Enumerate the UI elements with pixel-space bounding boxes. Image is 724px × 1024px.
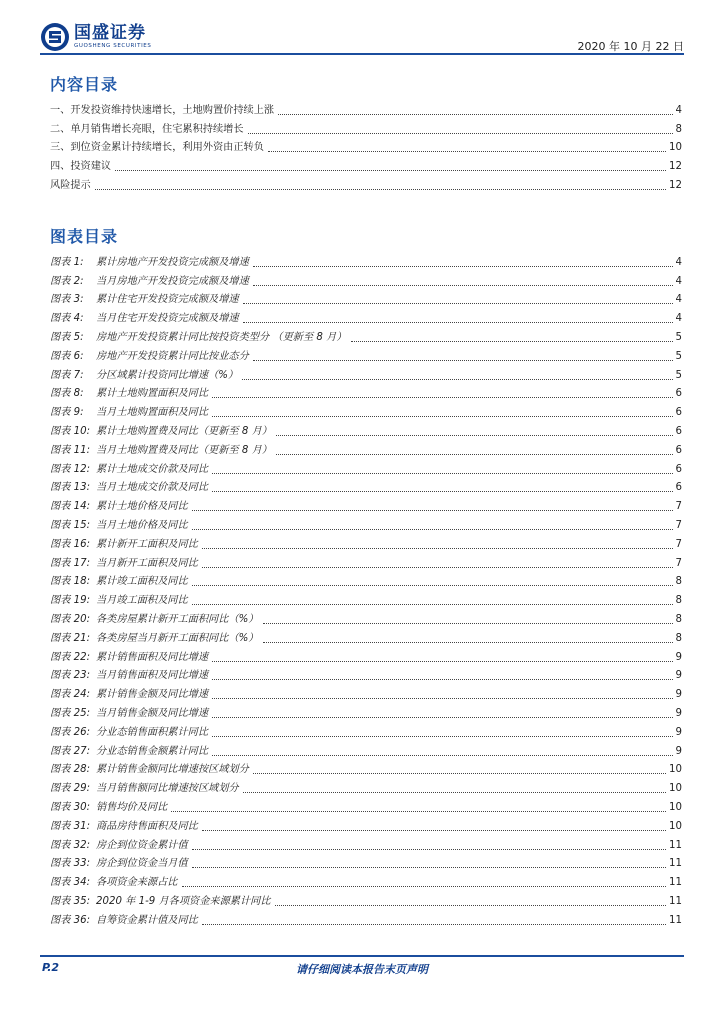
entry-label bbox=[50, 857, 190, 871]
entry-label bbox=[50, 839, 190, 853]
figure-entry[interactable] bbox=[50, 326, 682, 345]
page-ref: 10 bbox=[669, 783, 682, 795]
figure-number: 图表 9: bbox=[50, 407, 84, 419]
figure-entry[interactable] bbox=[50, 796, 682, 815]
figure-number: 图表 26: bbox=[50, 726, 91, 738]
dot-leader bbox=[212, 735, 672, 737]
figure-title: 累计土地购置面积及同比 bbox=[96, 388, 209, 400]
dot-leader bbox=[351, 340, 673, 342]
figure-title: 各类房屋累计新开工面积同比（%） bbox=[96, 613, 259, 625]
entry-label bbox=[50, 500, 190, 514]
page-ref: 10 bbox=[669, 142, 682, 154]
page-ref: 6 bbox=[675, 425, 682, 437]
figure-number: 图表 31: bbox=[50, 820, 91, 832]
page-ref: 9 bbox=[675, 689, 682, 701]
figure-entry[interactable] bbox=[50, 270, 682, 289]
figure-title: 当月住宅开发投资完成额及增速 bbox=[96, 313, 239, 325]
page-ref: 4 bbox=[675, 294, 682, 306]
page-ref: 4 bbox=[675, 256, 682, 268]
entry-label bbox=[50, 275, 251, 289]
figure-entry[interactable] bbox=[50, 345, 682, 364]
figure-entry[interactable] bbox=[50, 646, 682, 665]
figure-number: 图表 19: bbox=[50, 595, 91, 607]
figure-entry[interactable] bbox=[50, 627, 682, 646]
dot-leader bbox=[192, 603, 673, 605]
entry-label bbox=[50, 801, 169, 815]
page-ref: 11 bbox=[669, 877, 682, 889]
figure-title: 累计土地价格及同比 bbox=[96, 501, 188, 513]
entry-label bbox=[50, 613, 261, 627]
figure-title: 分业态销售面积累计同比 bbox=[96, 726, 209, 738]
dot-leader bbox=[212, 660, 672, 662]
contents-title: 内容目录 bbox=[50, 75, 119, 94]
figure-title: 分区域累计投资同比增速（%） bbox=[96, 369, 239, 381]
page-ref: 6 bbox=[675, 444, 682, 456]
figure-title: 各项资金来源占比 bbox=[96, 877, 178, 889]
figure-title: 2020 年 1-9 月各项资金来源累计同比 bbox=[96, 895, 271, 907]
dot-leader bbox=[253, 265, 673, 267]
entry-label bbox=[50, 688, 210, 702]
figure-title: 累计销售面积及同比增速 bbox=[96, 651, 209, 663]
figure-title: 各类房屋当月新开工面积同比（%） bbox=[96, 632, 259, 644]
entry-label bbox=[50, 707, 210, 721]
figure-entry[interactable] bbox=[50, 251, 682, 270]
figure-title: 分业态销售金额累计同比 bbox=[96, 745, 209, 757]
figure-entry[interactable] bbox=[50, 871, 682, 890]
entry-label bbox=[50, 632, 261, 646]
figure-title: 当月房地产开发投资完成额及增速 bbox=[96, 275, 249, 287]
dot-leader bbox=[253, 772, 666, 774]
dot-leader bbox=[192, 848, 666, 850]
entry-label bbox=[50, 575, 190, 589]
figure-title: 房地产开发投资累计同比按业态分 bbox=[96, 350, 249, 362]
figure-number: 图表 11: bbox=[50, 444, 91, 456]
page-number: P.2 bbox=[42, 961, 60, 974]
entry-label bbox=[50, 726, 210, 740]
page-ref: 5 bbox=[675, 350, 682, 362]
page-ref: 7 bbox=[675, 538, 682, 550]
contents-entry[interactable] bbox=[50, 174, 682, 193]
figure-entry[interactable] bbox=[50, 458, 682, 477]
dot-leader bbox=[115, 169, 666, 171]
figure-entry[interactable] bbox=[50, 815, 682, 834]
figure-entry[interactable] bbox=[50, 439, 682, 458]
page-ref: 10 bbox=[669, 764, 682, 776]
figure-title: 累计新开工面积及同比 bbox=[96, 538, 198, 550]
figure-title: 累计销售金额及同比增速 bbox=[96, 689, 209, 701]
figure-entry[interactable] bbox=[50, 514, 682, 533]
figure-entry[interactable] bbox=[50, 420, 682, 439]
figure-number: 图表 10: bbox=[50, 425, 91, 437]
dot-leader bbox=[212, 716, 672, 718]
entry-label bbox=[50, 557, 200, 571]
dot-leader bbox=[212, 415, 672, 417]
dot-leader bbox=[253, 284, 673, 286]
dot-leader bbox=[243, 791, 666, 793]
figure-title: 当月土地购置面积及同比 bbox=[96, 407, 209, 419]
figure-entry[interactable] bbox=[50, 759, 682, 778]
dot-leader bbox=[242, 378, 672, 380]
figure-title: 累计销售金额同比增速按区域划分 bbox=[96, 764, 249, 776]
dot-leader bbox=[171, 810, 666, 812]
figure-entry[interactable] bbox=[50, 307, 682, 326]
entry-label: 四、投资建议 bbox=[50, 161, 112, 173]
entry-label: 三、到位资金累计持续增长，利用外资由正转负 bbox=[50, 142, 264, 154]
entry-label bbox=[50, 594, 190, 608]
entry-label: 二、单月销售增长亮眼，住宅累积持续增长 bbox=[50, 123, 244, 135]
entry-label bbox=[50, 914, 200, 928]
dot-leader bbox=[243, 302, 673, 304]
figure-number: 图表 28: bbox=[50, 764, 91, 776]
page-ref: 4 bbox=[675, 104, 682, 116]
contents-entry[interactable] bbox=[50, 155, 682, 174]
page-ref: 8 bbox=[675, 595, 682, 607]
figure-number: 图表 16: bbox=[50, 538, 91, 550]
figure-entry[interactable] bbox=[50, 571, 682, 590]
dot-leader bbox=[202, 566, 673, 568]
figure-entry[interactable] bbox=[50, 552, 682, 571]
figure-entry[interactable] bbox=[50, 665, 682, 684]
figure-title: 房地产开发投资累计同比按投资类型分 （更新至 8 月） bbox=[96, 331, 347, 343]
page-ref: 5 bbox=[675, 369, 682, 381]
figure-entry[interactable] bbox=[50, 702, 682, 721]
page-ref: 7 bbox=[675, 519, 682, 531]
figure-number: 图表 6: bbox=[50, 350, 84, 362]
figure-number: 图表 23: bbox=[50, 670, 91, 682]
figure-title: 当月销售金额及同比增速 bbox=[96, 707, 209, 719]
figure-entry[interactable] bbox=[50, 721, 682, 740]
entry-label bbox=[50, 387, 210, 401]
report-date: 2020 年 10 月 22 日 bbox=[577, 40, 684, 53]
figure-number: 图表 20: bbox=[50, 613, 91, 625]
entry-label bbox=[50, 745, 210, 759]
disclaimer-note: 请仔细阅读本报告末页声明 bbox=[296, 963, 428, 976]
figure-title: 累计土地购置费及同比（更新至 8 月） bbox=[96, 425, 272, 437]
entry-label bbox=[50, 669, 210, 683]
figure-number: 图表 3: bbox=[50, 294, 84, 306]
page-ref: 6 bbox=[675, 463, 682, 475]
entry-label bbox=[50, 895, 273, 909]
footer-divider bbox=[40, 955, 684, 957]
header-divider bbox=[40, 53, 684, 55]
page-ref: 9 bbox=[675, 707, 682, 719]
dot-leader bbox=[182, 885, 667, 887]
entry-label bbox=[50, 820, 200, 834]
dot-leader bbox=[202, 829, 666, 831]
entry-label bbox=[50, 782, 241, 796]
figure-entry[interactable] bbox=[50, 853, 682, 872]
figure-title: 当月土地成交价款及同比 bbox=[96, 482, 209, 494]
page-ref: 4 bbox=[675, 275, 682, 287]
page-ref: 10 bbox=[669, 801, 682, 813]
page-ref: 8 bbox=[675, 123, 682, 135]
page-ref: 6 bbox=[675, 482, 682, 494]
entry-label bbox=[50, 538, 200, 552]
figure-entry[interactable] bbox=[50, 289, 682, 308]
contents-entry[interactable] bbox=[50, 99, 682, 118]
entry-label bbox=[50, 369, 240, 383]
entry-label bbox=[50, 350, 251, 364]
figure-number: 图表 33: bbox=[50, 858, 91, 870]
figure-number: 图表 21: bbox=[50, 632, 91, 644]
dot-leader bbox=[248, 132, 673, 134]
page-ref: 4 bbox=[675, 313, 682, 325]
dot-leader bbox=[263, 622, 673, 624]
entry-label bbox=[50, 651, 210, 665]
dot-leader bbox=[212, 678, 672, 680]
page-ref: 5 bbox=[675, 331, 682, 343]
entry-label bbox=[50, 763, 251, 777]
figures-title: 图表目录 bbox=[50, 227, 119, 246]
figure-number: 图表 32: bbox=[50, 839, 91, 851]
entry-label bbox=[50, 444, 274, 458]
figure-number: 图表 29: bbox=[50, 783, 91, 795]
figure-title: 商品房待售面积及同比 bbox=[96, 820, 198, 832]
entry-label bbox=[50, 876, 180, 890]
figure-title: 当月竣工面积及同比 bbox=[96, 595, 188, 607]
page-header bbox=[0, 0, 724, 56]
dot-leader bbox=[276, 434, 673, 436]
figure-number: 图表 36: bbox=[50, 914, 91, 926]
figure-number: 图表 15: bbox=[50, 519, 91, 531]
page-ref: 7 bbox=[675, 501, 682, 513]
figure-number: 图表 5: bbox=[50, 331, 84, 343]
entry-label bbox=[50, 406, 210, 420]
page-ref: 10 bbox=[669, 820, 682, 832]
page-ref: 9 bbox=[675, 670, 682, 682]
page-ref: 12 bbox=[669, 161, 682, 173]
brand-name-en: GUOSHENG SECURITIES bbox=[74, 43, 152, 49]
dot-leader bbox=[212, 697, 672, 699]
figure-entry[interactable] bbox=[50, 683, 682, 702]
figure-number: 图表 7: bbox=[50, 369, 84, 381]
figure-entry[interactable] bbox=[50, 589, 682, 608]
entry-label bbox=[50, 425, 274, 439]
page-ref: 6 bbox=[675, 407, 682, 419]
figure-entry[interactable] bbox=[50, 383, 682, 402]
page-ref: 12 bbox=[669, 179, 682, 191]
dot-leader bbox=[278, 113, 672, 115]
guosheng-logo-icon bbox=[40, 22, 70, 52]
figure-entry[interactable] bbox=[50, 890, 682, 909]
figure-title: 当月土地价格及同比 bbox=[96, 519, 188, 531]
dot-leader bbox=[202, 923, 666, 925]
entry-label bbox=[50, 312, 241, 326]
figure-number: 图表 8: bbox=[50, 388, 84, 400]
figure-number: 图表 2: bbox=[50, 275, 84, 287]
figure-number: 图表 18: bbox=[50, 576, 91, 588]
page-ref: 8 bbox=[675, 613, 682, 625]
figure-number: 图表 1: bbox=[50, 256, 84, 268]
contents-list bbox=[50, 99, 682, 193]
dot-leader bbox=[243, 321, 673, 323]
figure-number: 图表 22: bbox=[50, 651, 91, 663]
figure-entry[interactable] bbox=[50, 909, 682, 928]
page-ref: 9 bbox=[675, 651, 682, 663]
figure-entry[interactable] bbox=[50, 777, 682, 796]
dot-leader bbox=[192, 866, 666, 868]
figure-entry[interactable] bbox=[50, 364, 682, 383]
page-ref: 11 bbox=[669, 895, 682, 907]
figure-number: 图表 30: bbox=[50, 801, 91, 813]
figure-number: 图表 14: bbox=[50, 501, 91, 513]
dot-leader bbox=[202, 547, 673, 549]
figure-title: 累计土地成交价款及同比 bbox=[96, 463, 209, 475]
page-ref: 9 bbox=[675, 745, 682, 757]
dot-leader bbox=[276, 453, 673, 455]
page-ref: 11 bbox=[669, 839, 682, 851]
dot-leader bbox=[263, 641, 673, 643]
figure-entry[interactable] bbox=[50, 740, 682, 759]
entry-label bbox=[50, 463, 210, 477]
figure-title: 当月销售额同比增速按区域划分 bbox=[96, 783, 239, 795]
page-ref: 7 bbox=[675, 557, 682, 569]
brand-name-cn: 国盛证券 bbox=[74, 23, 146, 43]
entry-label: 一、开发投资维持快速增长，土地购置价持续上涨 bbox=[50, 104, 275, 116]
figure-number: 图表 34: bbox=[50, 877, 91, 889]
page-ref: 6 bbox=[675, 388, 682, 400]
dot-leader bbox=[268, 150, 666, 152]
figure-entry[interactable] bbox=[50, 608, 682, 627]
figure-entry[interactable] bbox=[50, 495, 682, 514]
figure-number: 图表 13: bbox=[50, 482, 91, 494]
figure-number: 图表 27: bbox=[50, 745, 91, 757]
figure-title: 房企到位资金累计值 bbox=[96, 839, 188, 851]
entry-label bbox=[50, 293, 241, 307]
dot-leader bbox=[212, 490, 672, 492]
figures-list bbox=[50, 251, 682, 928]
entry-label bbox=[50, 519, 190, 533]
dot-leader bbox=[192, 509, 673, 511]
figure-entry[interactable] bbox=[50, 533, 682, 552]
page-ref: 9 bbox=[675, 726, 682, 738]
page-ref: 11 bbox=[669, 858, 682, 870]
page-ref: 8 bbox=[675, 632, 682, 644]
figure-title: 自筹资金累计值及同比 bbox=[96, 914, 198, 926]
figure-number: 图表 35: bbox=[50, 895, 91, 907]
page-ref: 8 bbox=[675, 576, 682, 588]
dot-leader bbox=[212, 396, 672, 398]
figure-entry[interactable] bbox=[50, 401, 682, 420]
figure-number: 图表 25: bbox=[50, 707, 91, 719]
entry-label: 风险提示 bbox=[50, 179, 91, 191]
page-ref: 11 bbox=[669, 914, 682, 926]
figure-title: 当月土地购置费及同比（更新至 8 月） bbox=[96, 444, 272, 456]
dot-leader bbox=[275, 904, 667, 906]
entry-label bbox=[50, 331, 349, 345]
figure-entry[interactable] bbox=[50, 477, 682, 496]
dot-leader bbox=[253, 359, 673, 361]
dot-leader bbox=[192, 528, 673, 530]
figure-number: 图表 4: bbox=[50, 313, 84, 325]
figure-title: 累计房地产开发投资完成额及增速 bbox=[96, 256, 249, 268]
figure-title: 房企到位资金当月值 bbox=[96, 858, 188, 870]
contents-entry[interactable] bbox=[50, 137, 682, 156]
dot-leader bbox=[212, 754, 672, 756]
figure-title: 当月销售面积及同比增速 bbox=[96, 670, 209, 682]
figure-title: 销售均价及同比 bbox=[96, 801, 168, 813]
dot-leader bbox=[192, 584, 673, 586]
figure-title: 累计住宅开发投资完成额及增速 bbox=[96, 294, 239, 306]
figure-title: 累计竣工面积及同比 bbox=[96, 576, 188, 588]
figure-entry[interactable] bbox=[50, 834, 682, 853]
figure-title: 当月新开工面积及同比 bbox=[96, 557, 198, 569]
figure-number: 图表 17: bbox=[50, 557, 91, 569]
contents-entry[interactable] bbox=[50, 118, 682, 137]
figure-number: 图表 24: bbox=[50, 689, 91, 701]
brand-logo bbox=[40, 22, 151, 52]
figure-number: 图表 12: bbox=[50, 463, 91, 475]
dot-leader bbox=[95, 188, 666, 190]
dot-leader bbox=[212, 472, 672, 474]
entry-label bbox=[50, 481, 210, 495]
entry-label bbox=[50, 256, 251, 270]
